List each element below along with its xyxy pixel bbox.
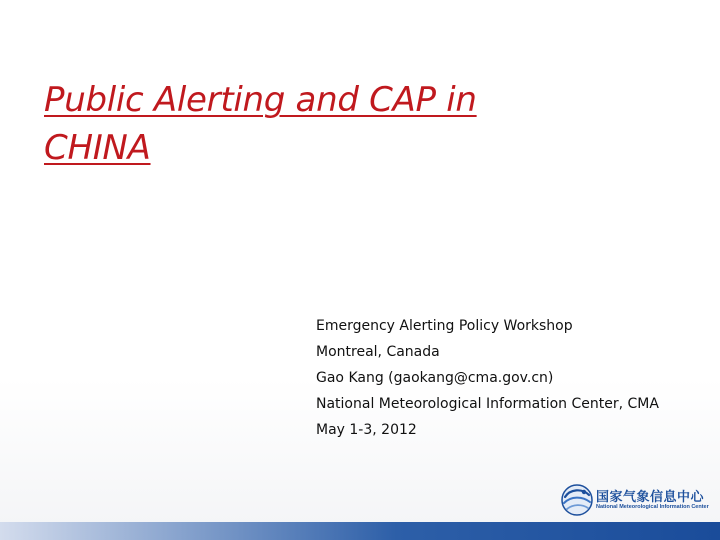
globe-swirl-icon xyxy=(560,483,594,517)
logo-name-cn: 国家气象信息中心 xyxy=(596,490,705,505)
nmic-logo xyxy=(560,480,710,520)
logo-name-en: National Meteorological Information Center xyxy=(596,504,709,510)
info-line-presenter: Gao Kang (gaokang@cma.gov.cn) xyxy=(316,370,554,386)
info-line-organization: National Meteorological Information Center, CMA xyxy=(316,396,659,412)
info-line-workshop: Emergency Alerting Policy Workshop xyxy=(316,318,573,334)
presentation-info xyxy=(316,313,706,443)
slide-title: Public Alerting and CAP in CHINA xyxy=(44,80,477,168)
info-line-date: May 1-3, 2012 xyxy=(316,422,417,438)
info-line-location: Montreal, Canada xyxy=(316,344,440,360)
footer-bar xyxy=(0,522,720,540)
